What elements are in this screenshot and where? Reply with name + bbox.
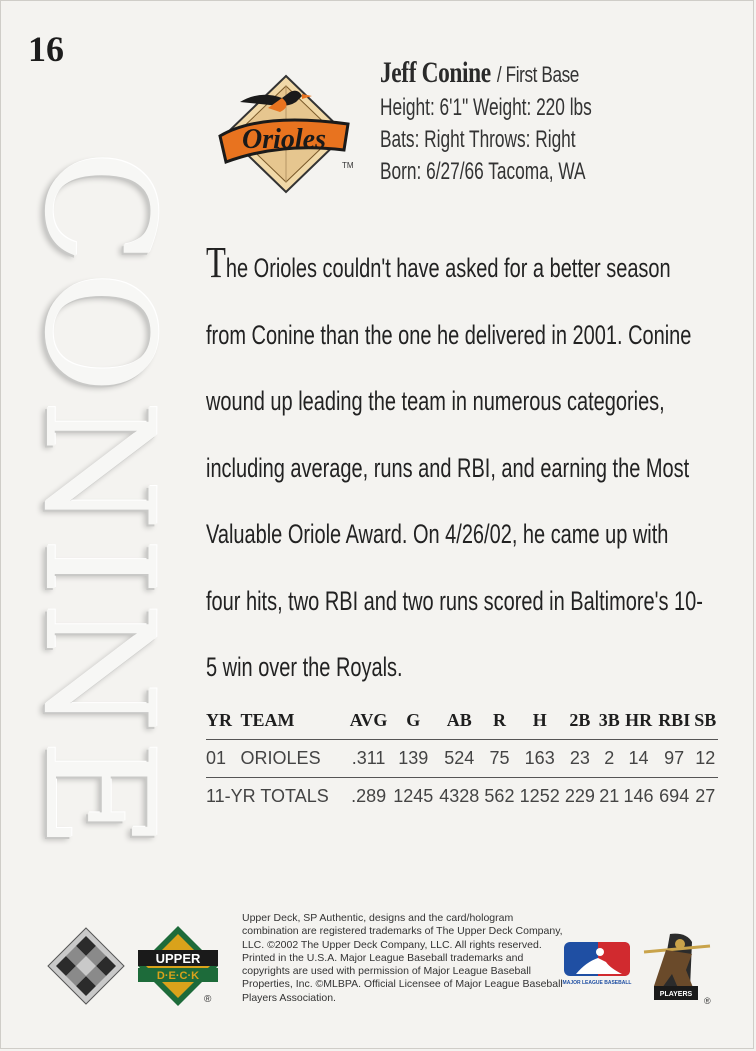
stats-header: RBI: [656, 708, 693, 740]
stats-cell: 27: [695, 786, 716, 806]
stats-cell: 01: [206, 740, 241, 778]
player-name: Jeff Conine: [380, 56, 491, 89]
stats-cell: 14: [621, 740, 656, 778]
stats-cell: .289: [351, 786, 387, 806]
stats-header: 3B: [597, 708, 621, 740]
logo-trademark: TM: [342, 161, 354, 170]
player-position: / First Base: [496, 62, 579, 87]
stats-cell: 694: [659, 786, 690, 806]
card-number: 16: [28, 29, 64, 69]
stats-cell: 229: [564, 786, 595, 806]
logo-wordmark: Orioles: [242, 124, 326, 155]
orioles-logo: [220, 72, 352, 196]
stats-cell: 2: [597, 740, 621, 778]
name-line: [380, 56, 609, 90]
height-weight: Height: 6'1" Weight: 220 lbs: [380, 94, 592, 121]
stats-header: AB: [436, 708, 482, 740]
stats-cell: 23: [563, 740, 598, 778]
stats-header: H: [517, 708, 563, 740]
stats-header: TEAM: [241, 708, 347, 740]
stats-cell: ORIOLES: [241, 740, 347, 778]
stats-header: SB: [693, 708, 718, 740]
ud-registered: ®: [204, 994, 212, 1005]
table-row: [206, 778, 718, 816]
stats-cell: 1245: [393, 786, 434, 806]
stats-cell: 562: [484, 786, 515, 806]
players-caption: PLAYERS: [659, 991, 693, 998]
ud-wordmark-top: UPPER: [155, 951, 201, 966]
stats-header: R: [482, 708, 517, 740]
mlb-caption: MAJOR LEAGUE BASEBALL: [562, 980, 632, 986]
stats-header: G: [390, 708, 436, 740]
hologram-icon: [46, 926, 126, 1006]
stats-cell: 146: [623, 786, 654, 806]
stats-cell: 139: [390, 740, 436, 778]
stats-cell: .311: [347, 740, 390, 778]
upper-deck-logo: [138, 926, 230, 1008]
stats-cell: 75: [482, 740, 517, 778]
stats-cell: 21: [599, 786, 620, 806]
vertical-player-name: CONINE: [11, 150, 185, 855]
stats-header: YR: [206, 708, 241, 740]
born: Born: 6/27/66 Tacoma, WA: [380, 158, 586, 185]
stats-table: [206, 708, 718, 815]
ud-wordmark-bottom: D·E·C·K: [156, 970, 200, 982]
stats-cell: 11-YR TOTALS: [206, 786, 329, 806]
bio-dropcap: T: [206, 238, 226, 287]
stats-cell: 97: [656, 740, 693, 778]
player-info: [380, 56, 674, 186]
stats-cell: 12: [693, 740, 718, 778]
stats-cell: 1252: [519, 786, 560, 806]
stats-header: AVG: [347, 708, 390, 740]
players-association-logo: [640, 930, 720, 1010]
stats-cell: 524: [436, 740, 482, 778]
players-registered: ®: [704, 996, 711, 1006]
stats-header: 2B: [563, 708, 598, 740]
stats-header: HR: [621, 708, 656, 740]
bio-body: he Orioles couldn't have asked for a better season from Conine than the one he delivered in 2001. Conine wound up leading the team in numerous categories, including average, runs and RBI, and earning the Most Valuable Oriole Award. On 4/26/02, he came up with four hits, two RBI and two runs scored in Baltimore's 10-5 win over the Royals.: [206, 253, 703, 682]
bio-text: [206, 230, 706, 701]
stats-cell: 4328: [439, 786, 480, 806]
mlb-logo: [562, 940, 632, 986]
stats-header-row: [206, 708, 718, 740]
bats-throws: Bats: Right Throws: Right: [380, 126, 576, 153]
legal-text: Upper Deck, SP Authentic, designs and the card/hologram combination are registered trademarks of The Upper Deck Company, LLC. ©2002 The Upper Deck Company, LLC. All rights reserved. Printed in the U.S.A. Major League Baseball trademarks and copyrights are used with permission of Major League Baseball Properties, Inc. ©MLBPA. Official Licensee of Major League Baseball Players Association.: [242, 912, 563, 1004]
stats-cell: 163: [517, 740, 563, 778]
table-row: [206, 740, 718, 778]
